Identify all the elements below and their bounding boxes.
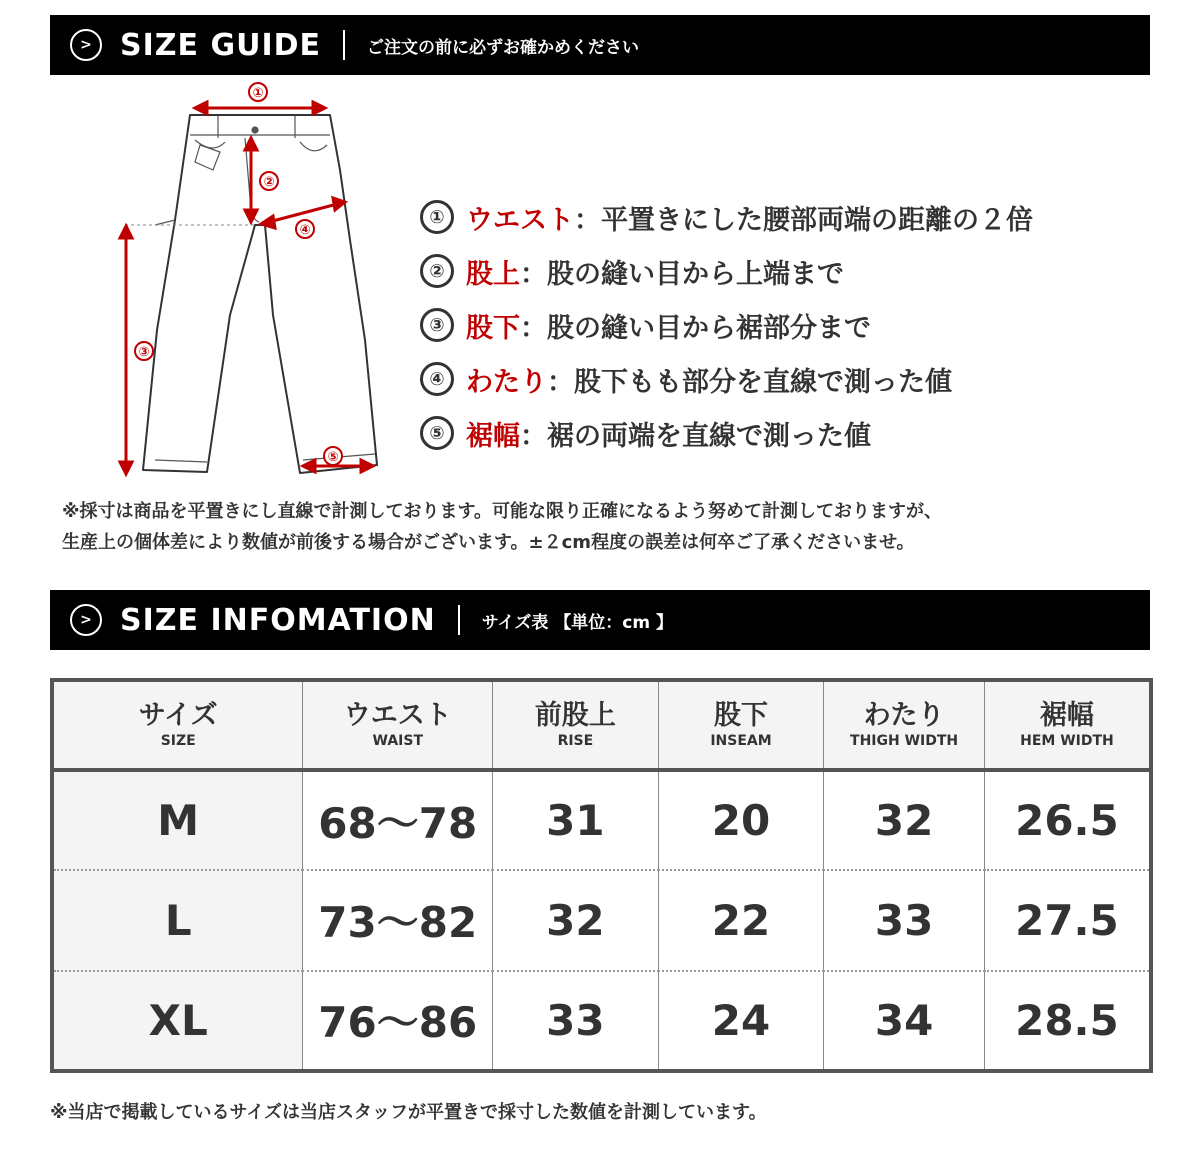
column-header-inseam: 股下 INSEAM [658,680,824,770]
marker-2: ② [263,175,275,190]
table-row [52,971,1151,1071]
thigh-cell: 32 [824,770,985,870]
column-header-rise: 前股上 RISE [493,680,659,770]
table-row [52,870,1151,970]
thigh-cell: 33 [824,870,985,970]
marker-1: ① [252,86,264,101]
measurement-note [62,496,1152,558]
measurement-note-line-2: 生産上の個体差により数値が前後する場合がございます。±２cm程度の誤差は何卒ご了承くださいませ。 [62,532,915,553]
column-header-size: サイズ SIZE [52,680,303,770]
pants-outline [143,115,377,473]
header-divider [458,605,460,635]
size-cell: L [52,870,303,970]
waist-cell: 73〜82 [303,870,493,970]
size-guide-title: SIZE GUIDE [120,27,322,63]
hem-cell: 26.5 [1015,796,1119,846]
waist-cell: 68〜78 [303,770,493,870]
thigh-cell: 34 [824,971,985,1071]
legend-item-rise: ② 股上 ：股の縫い目から上端まで [420,244,1033,298]
size-table [50,678,1153,1073]
header-divider [343,30,345,60]
hem-cell: 27.5 [1015,895,1119,945]
legend-item-inseam: ③ 股下 ：股の縫い目から裾部分まで [420,298,1033,352]
column-header-waist: ウエスト WAIST [303,680,493,770]
size-guide-subtitle: ご注文の前に必ずお確かめください [367,37,640,58]
measurement-note-line-1: ※採寸は商品を平置きにし直線で計測しております。可能な限り正確になるよう努めて計測しておりますが、 [62,501,943,522]
inseam-cell: 24 [658,971,824,1071]
size-info-subtitle: サイズ表 【単位：cm 】 [481,612,673,633]
size-info-header [50,590,1150,650]
measurement-legend [420,190,1033,460]
rise-cell: 33 [493,971,659,1071]
waist-cell: 76〜86 [303,971,493,1071]
rise-cell: 32 [493,870,659,970]
size-cell: XL [52,971,303,1071]
legend-item-waist: ① ウエスト ：平置きにした腰部両端の距離の２倍 [420,190,1033,244]
marker-3: ③ [138,345,150,360]
hem-cell: 28.5 [1015,995,1119,1045]
column-header-hem: 裾幅 HEM WIDTH [1020,700,1114,749]
table-row [52,770,1151,870]
store-measurement-note: ※当店で掲載しているサイズは当店スタッフが平置きで採寸した数値を計測しています。 [50,1102,767,1123]
legend-item-hem: ⑤ 裾幅 ：裾の両端を直線で測った値 [420,406,1033,460]
pants-measurement-diagram [95,80,395,480]
size-cell: M [52,770,303,870]
inseam-cell: 20 [658,770,824,870]
size-guide-header [50,15,1150,75]
marker-4: ④ [299,223,311,238]
chevron-right-icon: > [70,29,102,61]
table-header-row [52,680,1151,770]
legend-item-thigh: ④ わたり ：股下もも部分を直線で測った値 [420,352,1033,406]
marker-5: ⑤ [327,450,339,465]
inseam-cell: 22 [658,870,824,970]
chevron-right-icon: > [70,604,102,636]
size-info-title: SIZE INFOMATION [120,602,436,638]
rise-cell: 31 [493,770,659,870]
column-header-thigh: わたり THIGH WIDTH [824,680,985,770]
